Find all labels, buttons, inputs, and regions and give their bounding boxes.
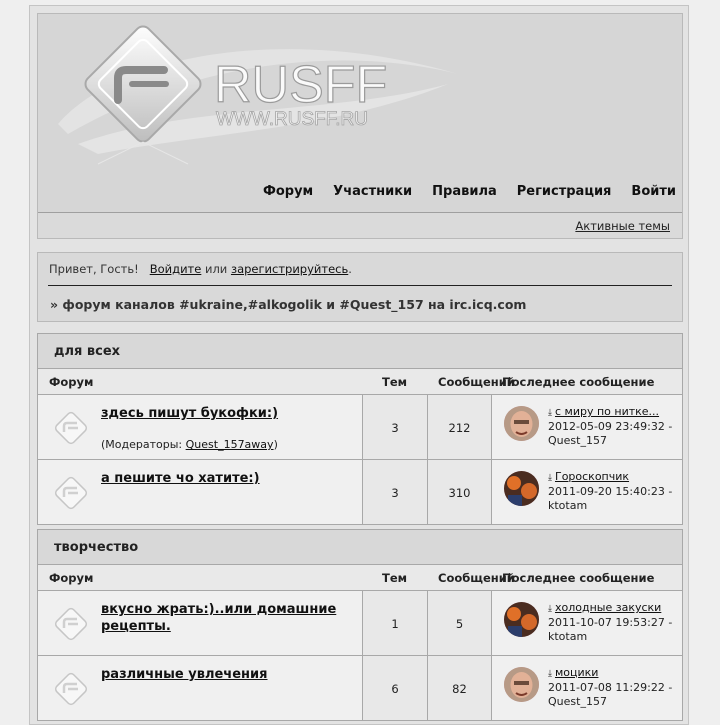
register-link[interactable]: зарегистрируйтесь: [230, 262, 349, 276]
avatar[interactable]: [504, 602, 539, 637]
topic-count: 1: [391, 617, 399, 631]
avatar[interactable]: [504, 406, 539, 441]
col-last: Последнее сообщение: [502, 571, 655, 585]
last-post-info: [548, 405, 678, 448]
col-posts: Сообщений: [438, 571, 515, 585]
login-link[interactable]: Войдите: [149, 262, 202, 276]
goto-post-icon[interactable]: ⤓: [548, 473, 552, 483]
col-topics: Тем: [382, 571, 408, 585]
goto-post-icon[interactable]: ⤓: [548, 669, 552, 679]
forum-title-link[interactable]: различные увлечения: [101, 667, 268, 682]
category-creativity: [37, 529, 683, 721]
avatar[interactable]: [504, 471, 539, 506]
last-post-date: 2011-09-20 15:40:23 -: [548, 485, 673, 498]
col-topics: Тем: [382, 375, 408, 389]
category-title: творчество: [38, 530, 682, 565]
column-headers: [38, 369, 682, 395]
topic-count: 6: [391, 682, 399, 696]
page-container: [29, 5, 689, 725]
forum-icon: [51, 473, 91, 513]
category-for-all: [37, 333, 683, 525]
moderators: [101, 438, 278, 451]
last-post-user: Quest_157: [548, 434, 607, 447]
nav-login[interactable]: Войти: [631, 184, 676, 199]
forum-row: [38, 591, 682, 656]
forum-icon: [51, 669, 91, 709]
last-post-link[interactable]: холодные закуски: [554, 601, 662, 614]
sub-nav: [38, 212, 682, 239]
divider: [48, 285, 672, 286]
forum-row: [38, 395, 682, 460]
last-post-link[interactable]: с миру по нитке...: [554, 405, 660, 418]
moderators-end: ): [273, 438, 278, 451]
last-post-info: [548, 470, 678, 513]
goto-post-icon[interactable]: ⤓: [548, 408, 552, 418]
forum-icon: [51, 408, 91, 448]
goto-post-icon[interactable]: ⤓: [548, 604, 552, 614]
col-last: Последнее сообщение: [502, 375, 655, 389]
forum-title-link[interactable]: вкусно жрать:)..или домашние рецепты.: [101, 602, 337, 634]
last-post-link[interactable]: Гороскопчик: [554, 470, 630, 483]
last-post-link[interactable]: моцики: [554, 666, 599, 679]
last-post-date: 2011-10-07 19:53:27 -: [548, 616, 673, 629]
active-topics-link[interactable]: Активные темы: [575, 219, 670, 233]
brand-url: WWW.RUSFF.RU: [216, 109, 368, 130]
post-count: 82: [452, 682, 467, 696]
forum-row: [38, 460, 682, 524]
col-forum: Форум: [49, 571, 94, 585]
last-post-user: ktotam: [548, 499, 588, 512]
last-post-info: [548, 601, 678, 644]
moderator-link[interactable]: Quest_157away: [185, 438, 274, 451]
topic-count: 3: [391, 421, 399, 435]
avatar[interactable]: [504, 667, 539, 702]
column-headers: [38, 565, 682, 591]
brand-name: RUSFF: [214, 56, 388, 114]
last-post-date: 2011-07-08 11:29:22 -: [548, 681, 673, 694]
moderators-label: (Модераторы:: [101, 438, 183, 451]
forum-title-link[interactable]: а пешите чо хатите:): [101, 471, 260, 486]
forum-icon: [51, 604, 91, 644]
col-forum: Форум: [49, 375, 94, 389]
breadcrumb: » форум каналов #ukraine,#alkogolik и #Quest_157 на irc.icq.com: [50, 297, 527, 312]
forum-title-link[interactable]: здесь пишут букофки:): [101, 406, 279, 421]
welcome-box: [37, 252, 683, 322]
last-post-user: Quest_157: [548, 695, 607, 708]
nav-rules[interactable]: Правила: [432, 184, 497, 199]
greeting-line: Привет, Гость! Войдите или зарегистрируйтесь.: [49, 262, 352, 276]
post-count: 212: [448, 421, 471, 435]
main-nav: [243, 184, 676, 199]
col-posts: Сообщений: [438, 375, 515, 389]
last-post-info: [548, 666, 678, 709]
forum-row: [38, 656, 682, 720]
category-title: для всех: [38, 334, 682, 369]
nav-register[interactable]: Регистрация: [516, 184, 612, 199]
post-count: 5: [455, 617, 464, 631]
rusff-logo[interactable]: [38, 14, 683, 184]
post-count: 310: [448, 486, 471, 500]
topic-count: 3: [391, 486, 399, 500]
greeting-text: Привет, Гость!: [49, 262, 139, 276]
nav-members[interactable]: Участники: [333, 184, 413, 199]
last-post-user: ktotam: [548, 630, 588, 643]
forum-header: [37, 13, 683, 239]
nav-forum[interactable]: Форум: [262, 184, 314, 199]
last-post-date: 2012-05-09 23:49:32 -: [548, 420, 673, 433]
or-text: или: [204, 262, 228, 276]
